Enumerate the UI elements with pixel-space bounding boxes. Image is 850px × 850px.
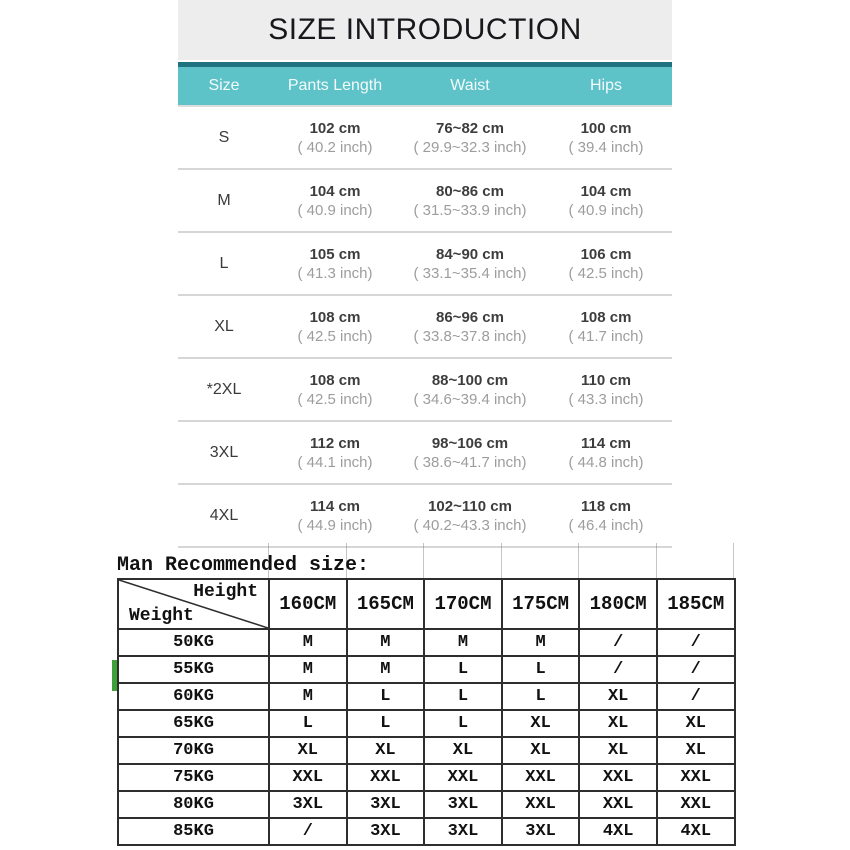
size-cell: L: [219, 254, 229, 272]
size-introduction-title: SIZE INTRODUCTION: [178, 0, 672, 60]
pants-cell: [270, 371, 400, 409]
hips-cm-value: 104 cm: [580, 182, 632, 200]
waist-cell: [400, 497, 540, 535]
hips-cm-value: 106 cm: [580, 245, 632, 263]
recommended-size-cell: XL: [579, 683, 657, 710]
hips-cell: [540, 245, 672, 283]
hips-cell: [540, 497, 672, 535]
column-header-pants: Pants Length: [287, 77, 383, 94]
recommended-size-cell: /: [579, 656, 657, 683]
weight-cell: 70KG: [118, 737, 269, 764]
recommended-size-cell: 3XL: [424, 791, 502, 818]
waist-cell: [400, 245, 540, 283]
recommended-size-title: [117, 552, 734, 578]
recommended-size-cell: L: [347, 710, 425, 737]
recommended-size-cell: 4XL: [579, 818, 657, 845]
pants-inch-value: ( 40.9 inch): [297, 201, 373, 219]
recommended-size-cell: L: [502, 656, 580, 683]
recommended-size-title-text: Man Recommended size:: [117, 553, 370, 577]
size-table-row: [178, 107, 672, 170]
waist-cm-value: 84~90 cm: [436, 245, 504, 263]
hips-inch-value: ( 39.4 inch): [568, 138, 644, 156]
size-table-row: [178, 296, 672, 359]
waist-cell: [400, 182, 540, 220]
hips-cell: [540, 434, 672, 472]
recommended-size-cell: XL: [347, 737, 425, 764]
recommended-size-cell: 3XL: [502, 818, 580, 845]
pants-cm-value: 112 cm: [309, 434, 361, 452]
weight-cell: 85KG: [118, 818, 269, 845]
hips-inch-value: ( 46.4 inch): [568, 516, 644, 534]
recommended-size-cell: M: [502, 629, 580, 656]
hips-cm-value: 110 cm: [580, 371, 632, 389]
size-cell: XL: [214, 317, 234, 335]
recommended-size-cell: L: [424, 683, 502, 710]
weight-cell: 65KG: [118, 710, 269, 737]
recommended-size-cell: L: [424, 656, 502, 683]
hips-inch-value: ( 43.3 inch): [568, 390, 644, 408]
size-table-row: [178, 170, 672, 233]
green-selection-marker: [112, 660, 117, 691]
recommended-size-cell: 3XL: [269, 791, 347, 818]
height-column-header: 160CM: [269, 579, 347, 629]
faint-gridline: [656, 543, 657, 578]
size-table-row: [178, 359, 672, 422]
pants-cell: [270, 434, 400, 472]
recommended-size-cell: XXL: [424, 764, 502, 791]
recommended-size-cell: XXL: [347, 764, 425, 791]
hips-cm-value: 114 cm: [580, 434, 632, 452]
recommended-header-row: [118, 579, 735, 629]
waist-inch-value: ( 29.9~32.3 inch): [413, 138, 527, 156]
hips-inch-value: ( 42.5 inch): [568, 264, 644, 282]
recommended-table-row: [118, 737, 735, 764]
height-column-header: 175CM: [502, 579, 580, 629]
pants-cm-value: 108 cm: [309, 371, 361, 389]
recommended-size-cell: 3XL: [347, 791, 425, 818]
recommended-size-cell: /: [657, 656, 735, 683]
hips-cm-value: 100 cm: [580, 119, 632, 137]
faint-gridline: [346, 543, 347, 578]
waist-cm-value: 102~110 cm: [428, 497, 512, 515]
waist-cell: [400, 434, 540, 472]
waist-cell: [400, 308, 540, 346]
weight-cell: 60KG: [118, 683, 269, 710]
recommended-size-cell: /: [657, 683, 735, 710]
recommended-size-cell: L: [502, 683, 580, 710]
recommended-size-cell: XL: [502, 737, 580, 764]
recommended-size-section: [117, 552, 734, 846]
height-column-header: 165CM: [347, 579, 425, 629]
waist-inch-value: ( 40.2~43.3 inch): [413, 516, 527, 534]
height-column-header: 170CM: [424, 579, 502, 629]
recommended-size-cell: XL: [269, 737, 347, 764]
pants-cell: [270, 245, 400, 283]
hips-inch-value: ( 41.7 inch): [568, 327, 644, 345]
waist-cm-value: 98~106 cm: [431, 434, 509, 452]
recommended-table-row: [118, 683, 735, 710]
recommended-size-cell: 3XL: [347, 818, 425, 845]
recommended-size-cell: XXL: [579, 791, 657, 818]
recommended-size-cell: /: [657, 629, 735, 656]
size-cell: M: [217, 191, 231, 209]
weight-cell: 55KG: [118, 656, 269, 683]
pants-cell: [270, 182, 400, 220]
faint-gridline: [268, 543, 269, 578]
recommended-size-cell: M: [269, 629, 347, 656]
hips-inch-value: ( 44.8 inch): [568, 453, 644, 471]
size-cell: *2XL: [206, 380, 242, 398]
recommended-size-cell: XXL: [579, 764, 657, 791]
pants-cell: [270, 308, 400, 346]
faint-gridline: [501, 543, 502, 578]
weight-cell: 50KG: [118, 629, 269, 656]
recommended-size-cell: /: [579, 629, 657, 656]
hips-cell: [540, 119, 672, 157]
height-column-header: 185CM: [657, 579, 735, 629]
pants-cm-value: 102 cm: [309, 119, 361, 137]
size-table-header-row: [178, 62, 672, 107]
waist-inch-value: ( 34.6~39.4 inch): [413, 390, 527, 408]
column-header-hips: Hips: [589, 77, 622, 94]
pants-cell: [270, 119, 400, 157]
faint-gridline: [578, 543, 579, 578]
recommended-size-cell: L: [269, 710, 347, 737]
recommended-size-cell: XL: [579, 737, 657, 764]
recommended-size-cell: XL: [502, 710, 580, 737]
waist-inch-value: ( 33.1~35.4 inch): [413, 264, 527, 282]
height-column-header: 180CM: [579, 579, 657, 629]
pants-inch-value: ( 42.5 inch): [297, 327, 373, 345]
waist-inch-value: ( 38.6~41.7 inch): [413, 453, 527, 471]
hips-inch-value: ( 40.9 inch): [568, 201, 644, 219]
recommended-size-cell: XL: [424, 737, 502, 764]
recommended-table-row: [118, 710, 735, 737]
recommended-size-cell: M: [269, 656, 347, 683]
hips-cm-value: 108 cm: [580, 308, 632, 326]
pants-cm-value: 114 cm: [309, 497, 361, 515]
recommended-size-cell: XXL: [269, 764, 347, 791]
recommended-size-cell: XL: [657, 710, 735, 737]
recommended-size-cell: 4XL: [657, 818, 735, 845]
corner-height-label: Height: [193, 582, 258, 602]
height-weight-corner-cell: [118, 579, 269, 629]
recommended-size-cell: M: [347, 629, 425, 656]
hips-cell: [540, 371, 672, 409]
size-introduction-table: [178, 0, 672, 548]
recommended-table-row: [118, 818, 735, 845]
recommended-size-cell: M: [347, 656, 425, 683]
pants-cm-value: 108 cm: [309, 308, 361, 326]
weight-cell: 75KG: [118, 764, 269, 791]
size-cell: 4XL: [209, 506, 239, 524]
waist-cm-value: 80~86 cm: [436, 182, 504, 200]
recommended-size-cell: L: [424, 710, 502, 737]
hips-cell: [540, 182, 672, 220]
corner-weight-label: Weight: [129, 606, 194, 626]
size-table-row: [178, 485, 672, 548]
size-table-row: [178, 233, 672, 296]
waist-inch-value: ( 31.5~33.9 inch): [413, 201, 527, 219]
waist-cell: [400, 371, 540, 409]
pants-cm-value: 104 cm: [309, 182, 361, 200]
size-table-rows: [178, 107, 672, 548]
weight-cell: 80KG: [118, 791, 269, 818]
pants-inch-value: ( 44.1 inch): [297, 453, 373, 471]
hips-cm-value: 118 cm: [580, 497, 632, 515]
recommended-table-row: [118, 629, 735, 656]
pants-inch-value: ( 41.3 inch): [297, 264, 373, 282]
pants-cm-value: 105 cm: [309, 245, 361, 263]
pants-inch-value: ( 40.2 inch): [297, 138, 373, 156]
column-header-waist: Waist: [450, 77, 490, 94]
recommended-size-table: [117, 578, 736, 846]
faint-gridline: [423, 543, 424, 578]
recommended-size-cell: M: [424, 629, 502, 656]
faint-gridline: [733, 543, 734, 578]
waist-cell: [400, 119, 540, 157]
recommended-size-cell: 3XL: [424, 818, 502, 845]
recommended-table-row: [118, 656, 735, 683]
pants-cell: [270, 497, 400, 535]
size-cell: 3XL: [209, 443, 239, 461]
waist-inch-value: ( 33.8~37.8 inch): [413, 327, 527, 345]
waist-cm-value: 76~82 cm: [436, 119, 504, 137]
recommended-table-row: [118, 764, 735, 791]
recommended-size-cell: XXL: [502, 764, 580, 791]
recommended-size-cell: XL: [657, 737, 735, 764]
size-table-row: [178, 422, 672, 485]
recommended-table-row: [118, 791, 735, 818]
pants-inch-value: ( 44.9 inch): [297, 516, 373, 534]
recommended-size-cell: XXL: [502, 791, 580, 818]
pants-inch-value: ( 42.5 inch): [297, 390, 373, 408]
recommended-size-cell: XL: [579, 710, 657, 737]
size-cell: S: [218, 128, 230, 146]
recommended-size-cell: M: [269, 683, 347, 710]
waist-cm-value: 86~96 cm: [436, 308, 504, 326]
recommended-size-cell: XXL: [657, 791, 735, 818]
recommended-size-cell: /: [269, 818, 347, 845]
recommended-size-cell: L: [347, 683, 425, 710]
waist-cm-value: 88~100 cm: [431, 371, 509, 389]
recommended-size-cell: XXL: [657, 764, 735, 791]
column-header-size: Size: [208, 77, 240, 94]
hips-cell: [540, 308, 672, 346]
